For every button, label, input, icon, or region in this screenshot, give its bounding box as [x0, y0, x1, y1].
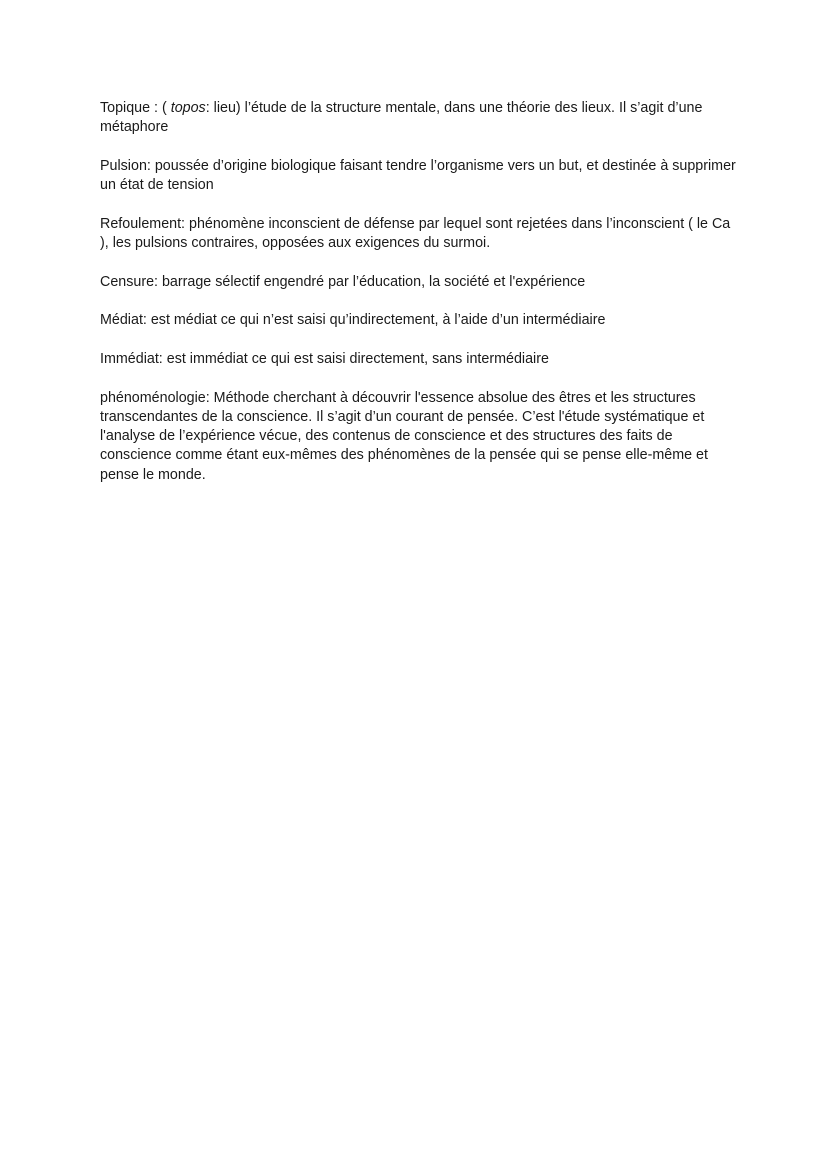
definition-topique: [100, 99, 740, 137]
definition-refoulement: Refoulement: phénomène inconscient de défense par lequel sont rejetées dans l’inconscient ( le Ca ), les pulsions contraires, opposées aux exigences du surmoi.: [100, 215, 731, 252]
definition-topique-text: : lieu) l’étude de la structure mentale, dans une théorie des lieux. Il s’agit d’une métaphore: [100, 100, 703, 136]
definition-mediat: Médiat: est médiat ce qui n’est saisi qu’indirectement, à l’aide d’un intermédiaire: [100, 312, 606, 329]
definition-topique-term: Topique : (: [100, 100, 171, 116]
definition-topique-topos: topos: [170, 100, 206, 116]
document-body: [100, 99, 740, 485]
definition-immediat: Immédiat: est immédiat ce qui est saisi directement, sans intermédiaire: [100, 351, 549, 368]
definition-censure: Censure: barrage sélectif engendré par l’éducation, la société et l'expérience: [100, 273, 586, 290]
definition-pulsion: Pulsion: poussée d’origine biologique faisant tendre l’organisme vers un but, et destinée à supprimer un état de tension: [100, 157, 736, 194]
definition-phenomenologie: phénoménologie: Méthode cherchant à découvrir l'essence absolue des êtres et les structures transcendantes de la conscience. Il s’agit d’un courant de pensée. C’est l'étude systématique et l'analyse de l’expérience vécue, des contenus de conscience et des structures des faits de conscience comme étant eux-mêmes des phénomènes de la pensée qui se pense elle-même et pense le monde.: [100, 389, 708, 483]
